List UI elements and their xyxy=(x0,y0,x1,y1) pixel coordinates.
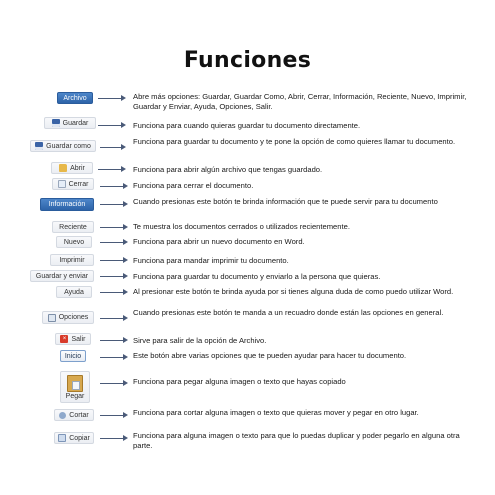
guardar-label: Guardar xyxy=(62,119,89,127)
abrir-description: Funciona para abrir algún archivo que tengas guardado. xyxy=(133,165,323,174)
abrir-button[interactable] xyxy=(51,162,93,174)
nuevo-label: Nuevo xyxy=(63,238,85,246)
imprimir-label: Imprimir xyxy=(59,256,85,264)
guardar-y-enviar-description: Funciona para guardar tu documento y enviarlo a la persona que quieras. xyxy=(133,272,381,281)
salir-button[interactable] xyxy=(55,333,91,345)
informacion-description: Cuando presionas este botón te brinda información que te puede servir para tu documento xyxy=(133,197,438,206)
arrow-icon xyxy=(100,183,128,190)
guardar-button[interactable] xyxy=(44,117,96,129)
archivo-button[interactable] xyxy=(57,92,93,104)
options-icon xyxy=(48,314,56,322)
ayuda-button[interactable] xyxy=(56,286,92,298)
reciente-description: Te muestra los documentos cerrados o utilizados recientemente. xyxy=(133,222,350,231)
arrow-icon xyxy=(100,273,128,280)
opciones-button[interactable] xyxy=(42,311,94,324)
ayuda-label: Ayuda xyxy=(64,288,84,296)
nuevo-button[interactable] xyxy=(56,236,92,248)
nuevo-description: Funciona para abrir un nuevo documento en Word. xyxy=(133,237,305,246)
guardar-como-button[interactable] xyxy=(30,140,96,152)
abrir-label: Abrir xyxy=(70,164,85,172)
cerrar-label: Cerrar xyxy=(68,180,89,188)
imprimir-button[interactable] xyxy=(50,254,94,266)
save-as-icon xyxy=(35,142,43,150)
informacion-button[interactable] xyxy=(40,198,94,211)
inicio-label: Inicio xyxy=(64,352,82,360)
guardar-description: Funciona para cuando quieras guardar tu documento directamente. xyxy=(133,121,361,130)
arrow-icon xyxy=(100,435,128,442)
cortar-button[interactable] xyxy=(54,409,94,421)
cerrar-button[interactable] xyxy=(52,178,94,190)
arrow-icon xyxy=(100,412,128,419)
reciente-button[interactable] xyxy=(52,221,94,233)
arrow-icon xyxy=(100,315,128,322)
cut-icon xyxy=(59,412,66,419)
salir-description: Sirve para salir de la opción de Archivo. xyxy=(133,336,267,345)
arrow-icon xyxy=(100,201,128,208)
salir-label: Salir xyxy=(71,335,86,343)
arrow-icon xyxy=(100,289,128,296)
arrow-icon xyxy=(98,95,126,102)
cortar-label: Cortar xyxy=(69,411,89,419)
guardar-como-description: Funciona para guardar tu documento y te pone la opción de como quieres llamar tu documento. xyxy=(133,137,456,146)
arrow-icon xyxy=(100,257,128,264)
pegar-label: Pegar xyxy=(65,392,85,400)
archivo-label: Archivo xyxy=(63,94,87,102)
arrow-icon xyxy=(98,166,126,173)
arrow-icon xyxy=(98,122,126,129)
arrow-icon xyxy=(100,144,126,151)
copy-icon xyxy=(58,434,66,442)
save-icon xyxy=(52,119,60,127)
arrow-icon xyxy=(100,380,128,387)
exit-icon: × xyxy=(60,335,68,343)
pegar-description: Funciona para pegar alguna imagen o texto que hayas copiado xyxy=(133,377,346,386)
arrow-icon xyxy=(100,239,128,246)
close-document-icon xyxy=(58,180,66,188)
arrow-icon xyxy=(100,337,128,344)
archivo-description: Abre más opciones: Guardar, Guardar Como, Abrir, Cerrar, Información, Reciente, Nuevo, Imprimir, Guardar y Enviar, Ayuda, Opciones, Salir. xyxy=(133,92,467,111)
informacion-label: Información xyxy=(48,201,86,208)
inicio-tab[interactable] xyxy=(60,350,86,362)
arrow-icon xyxy=(100,354,128,361)
guardar-y-enviar-button[interactable] xyxy=(30,270,94,282)
inicio-description: Este botón abre varias opciones que te pueden ayudar para hacer tu documento. xyxy=(133,351,407,360)
opciones-description: Cuando presionas este botón te manda a un recuadro donde están las opciones en general. xyxy=(133,308,444,317)
copiar-label: Copiar xyxy=(69,434,90,442)
paste-icon xyxy=(67,375,83,392)
page-title: Funciones xyxy=(183,48,312,73)
arrow-icon xyxy=(100,224,128,231)
copiar-description: Funciona para alguna imagen o texto para que lo puedas duplicar y poder pegarlo en alguna otra parte. xyxy=(133,431,460,450)
cortar-description: Funciona para cortar alguna imagen o texto que quieras mover y pegar en otro lugar. xyxy=(133,408,419,417)
copiar-button[interactable] xyxy=(54,432,94,444)
reciente-label: Reciente xyxy=(59,223,87,231)
ayuda-description: Al presionar este botón te brinda ayuda por si tienes alguna duda de como puedo utilizar Word. xyxy=(133,287,454,296)
opciones-label: Opciones xyxy=(58,314,89,321)
imprimir-description: Funciona para mandar imprimir tu documento. xyxy=(133,256,289,265)
folder-open-icon xyxy=(59,164,67,172)
cerrar-description: Funciona para cerrar el documento. xyxy=(133,181,254,190)
guardar-como-label: Guardar como xyxy=(46,142,91,150)
pegar-button[interactable] xyxy=(60,371,90,403)
guardar-y-enviar-label: Guardar y enviar xyxy=(35,272,89,280)
